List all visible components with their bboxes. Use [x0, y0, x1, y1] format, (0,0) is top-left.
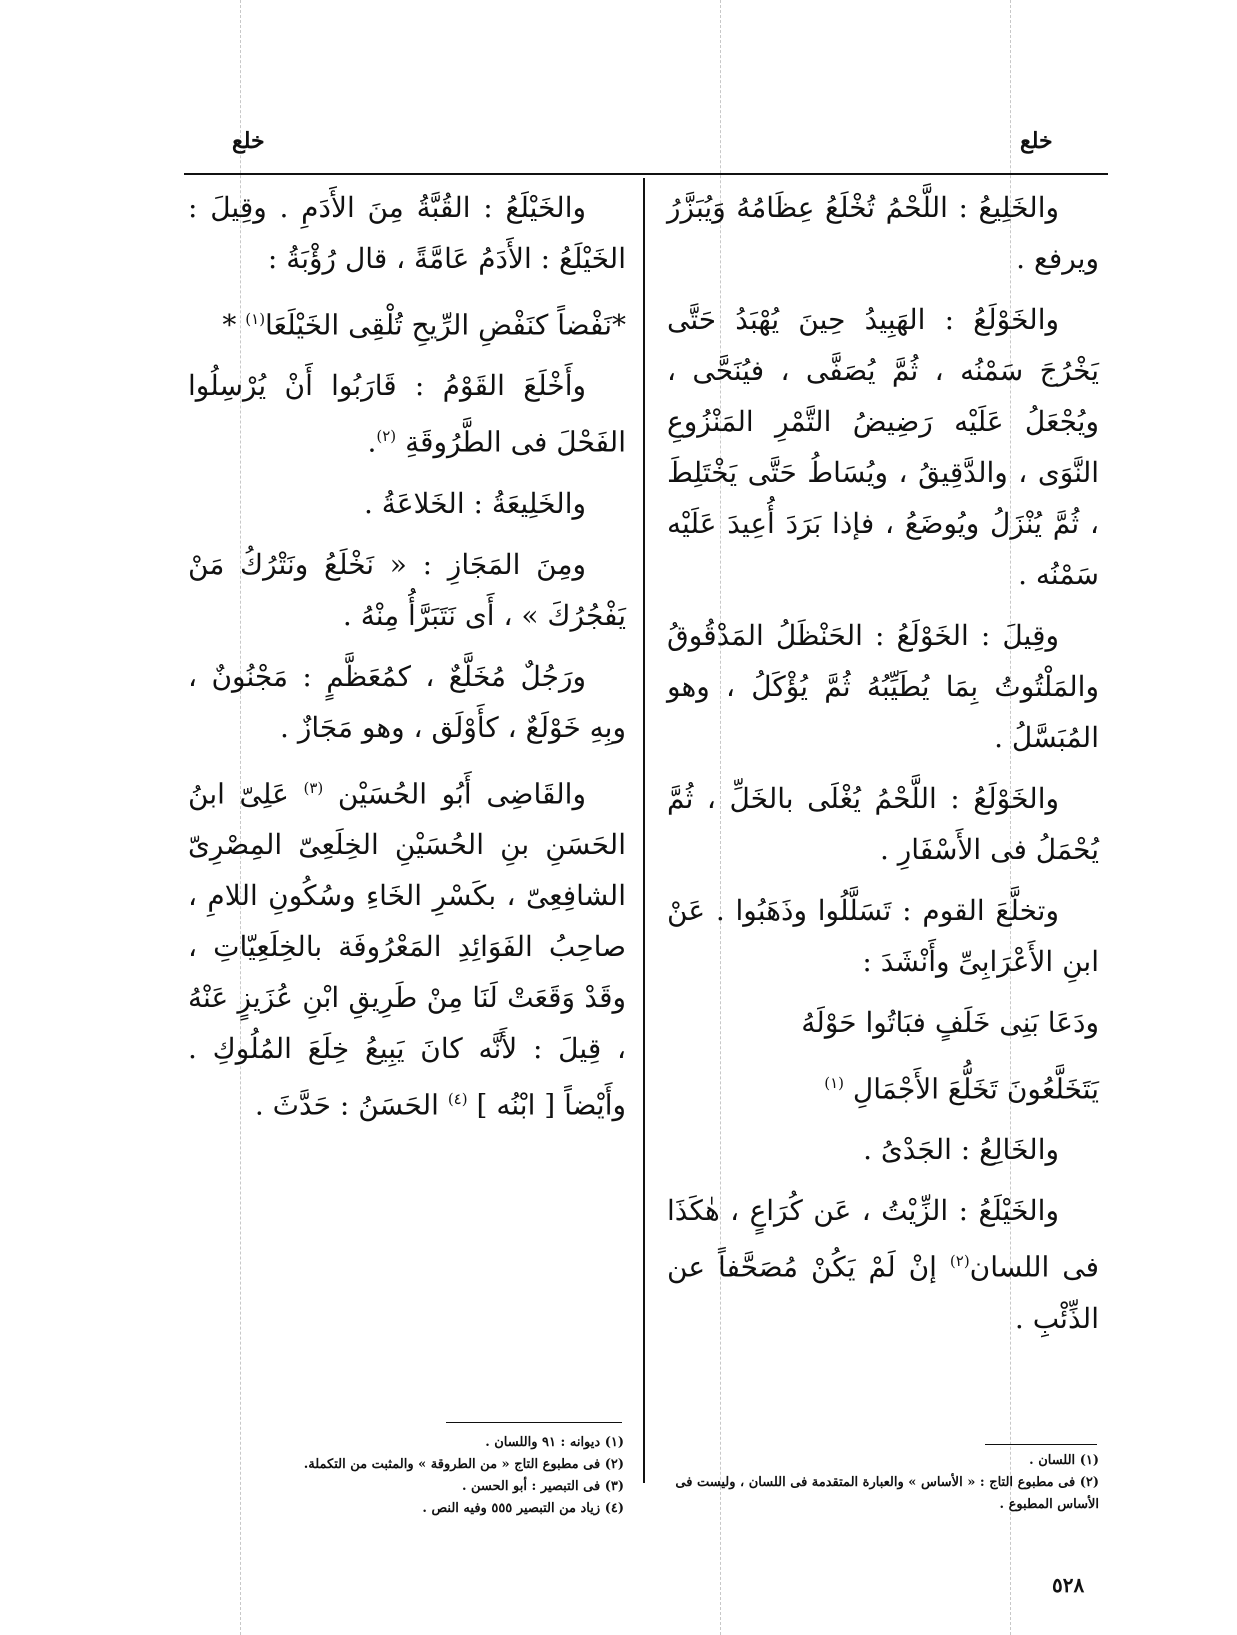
verse-end-mark: * [222, 308, 237, 342]
header-rule [184, 173, 1108, 175]
page-number: ٥٢٨ [1052, 1573, 1085, 1597]
entry-paragraph [188, 763, 626, 1131]
entry-paragraph: وتخلَّعَ القوم : تَسَلَّلُوا وذَهَبُوا . عَنْ ابنِ الأَعْرَابِىِّ وأَنْشَدَ : [667, 894, 1099, 978]
footnote-marker: (١) [824, 1074, 844, 1092]
footnote-marker: (٢) [376, 427, 397, 446]
column-divider [643, 178, 645, 1483]
footnote-marker: (٤) [447, 1089, 468, 1108]
footnote: (٢) فى مطبوع التاج « من الطروقة » والمثبت من التكملة. [303, 1457, 624, 1472]
left-footnotes [190, 1432, 624, 1520]
right-footnotes [667, 1450, 1099, 1516]
left-column [188, 182, 626, 1140]
running-head-left: خلع [232, 128, 265, 154]
entry-paragraph: ومِنَ المَجَازِ : « نَخْلَعُ ونَتْرُكُ مَنْ يَفْجُرُكَ » ، أَى نَتَبَرَّأُ مِنْهُ . [188, 547, 626, 632]
footnote: (١) ديوانه : ٩١ واللسان . [485, 1435, 624, 1450]
entry-paragraph: والخَوْلَعُ : اللَّحْمُ يُغْلَى بالخَلِّ ، ثُمَّ يُحْمَلُ فى الأَسْفَارِ . [667, 782, 1099, 866]
footnote-marker: (١) [245, 310, 266, 328]
footnote-marker: (٢) [949, 1252, 970, 1271]
entry-paragraph: والخَوْلَعُ : الهَبِيدُ حِينَ يُهْبَدُ حَتَّى يَخْرُجَ سَمْنُه ، ثُمَّ يُصَفَّى ، فيُنَحَّى ، ويُجْعَلُ عَلَيْه رَضِيضُ التَّمْرِ المَنْزُوعِ النَّوَى ، والدَّقِيقُ ، ويُسَاطُ حَتَّى يَخْتَلِطَ ، ثُمَّ يُنْزَلُ ويُوضَعُ ، فإذا بَرَدَ أُعِيدَ عَلَيْه سَمْنُه . [667, 303, 1099, 591]
verse-line [188, 294, 626, 350]
entry-text: والخَيْلَعُ : الزِّيْتُ ، عَن كُرَاعٍ ، هٰكَذَا فى اللسان [667, 1194, 1099, 1284]
running-head-right: خلع [1020, 128, 1053, 154]
entry-text: وأَخْلَعَ القَوْمُ : قَارَبُوا أَنْ يُرْسِلُوا الفَحْلَ فى الطَّرُوقَةِ [188, 369, 626, 459]
entry-paragraph: ورَجُلٌ مُخَلَّعٌ ، كمُعَظَّمٍ : مَجْنُونٌ ، وبِهِ خَوْلَعٌ ، كأَوْلَق ، وهو مَجَازٌ . [188, 659, 626, 744]
entry-paragraph [188, 360, 626, 467]
entry-paragraph: وقِيلَ : الخَوْلَعُ : الحَنْظَلُ المَدْقُوقُ والمَلْتُوتُ بِمَا يُطَيِّبُهُ ثُمَّ يُؤْكَلُ ، وهو المُبَسَّلُ . [667, 619, 1099, 754]
entry-paragraph: والخَلِيعُ : اللَّحْمُ تُخْلَعُ عِظَامُهُ وَيُبَزَّرُ ويرفع . [667, 191, 1099, 275]
footnote: (١) اللسان . [1029, 1453, 1099, 1468]
entry-paragraph: والخَلِيعَةُ : الخَلاعَةُ . [364, 486, 586, 520]
footnote: (٤) زياد من التبصير ٥٥٥ وفيه النص . [422, 1501, 624, 1516]
verse-text: *نَفْضاً كنَفْضِ الرِّيحِ تُلْقِى الخَيْلَعَا [265, 308, 626, 342]
verse-line [667, 1058, 1099, 1114]
entry-text: الحَسَنُ : حَدَّثَ . [254, 1088, 439, 1122]
entry-text: عَلِىّ ابنُ الحَسَنِ بنِ الحُسَيْنِ الخِلَعِىّ المِصْرِىّ الشافِعِىّ ، بكَسْرِ الخَاءِ وسُكُونِ اللامِ ، صاحِبُ الفَوَائِدِ المَعْرُوفَة بالخِلَعِيّاتِ ، وقَدْ وَقَعَتْ لَنَا مِنْ طَرِيقِ ابْنِ عُزَيزٍ عَنْهُ ، قِيلَ : لأَنَّه كانَ يَبِيعُ خِلَعَ المُلُوكِ . وأَيْضاً [ ابْنُه ] [188, 776, 626, 1122]
entry-paragraph: والخَيْلَعُ : القُبَّةُ مِنَ الأَدَمِ . وقِيلَ : الخَيْلَعُ : الأَدَمُ عَامَّةً ، قال رُؤْبَةُ : [188, 191, 626, 275]
footnote: (٣) فى التبصير : أبو الحسن . [461, 1479, 624, 1494]
footnote-marker: (٣) [303, 778, 324, 797]
entry-paragraph [667, 1185, 1099, 1343]
verse-text: يَتَخَلَّعُونَ تَخَلُّعَ الأَجْمَالِ [852, 1072, 1099, 1106]
footnote-rule [985, 1444, 1097, 1445]
entry-paragraph: والخَالِعُ : الجَدْىُ . [863, 1133, 1059, 1167]
verse-line: ودَعَا بَنِى خَلَفٍ فبَاتُوا حَوْلَهُ [801, 1006, 1099, 1039]
footnote-rule [446, 1422, 622, 1423]
entry-text: إنْ لَمْ يَكُنْ مُصَحَّفاً عن الذِّئْبِ . [667, 1250, 1099, 1335]
right-column [667, 182, 1099, 1354]
entry-text: والقَاضِى أَبُو الحُسَيْن [337, 776, 586, 810]
entry-end-mark: . [367, 425, 377, 459]
footnote: (٢) فى مطبوع التاج : « الأساس » والعبارة المتقدمة فى اللسان ، وليست فى الأساس المطبوع . [675, 1475, 1099, 1512]
